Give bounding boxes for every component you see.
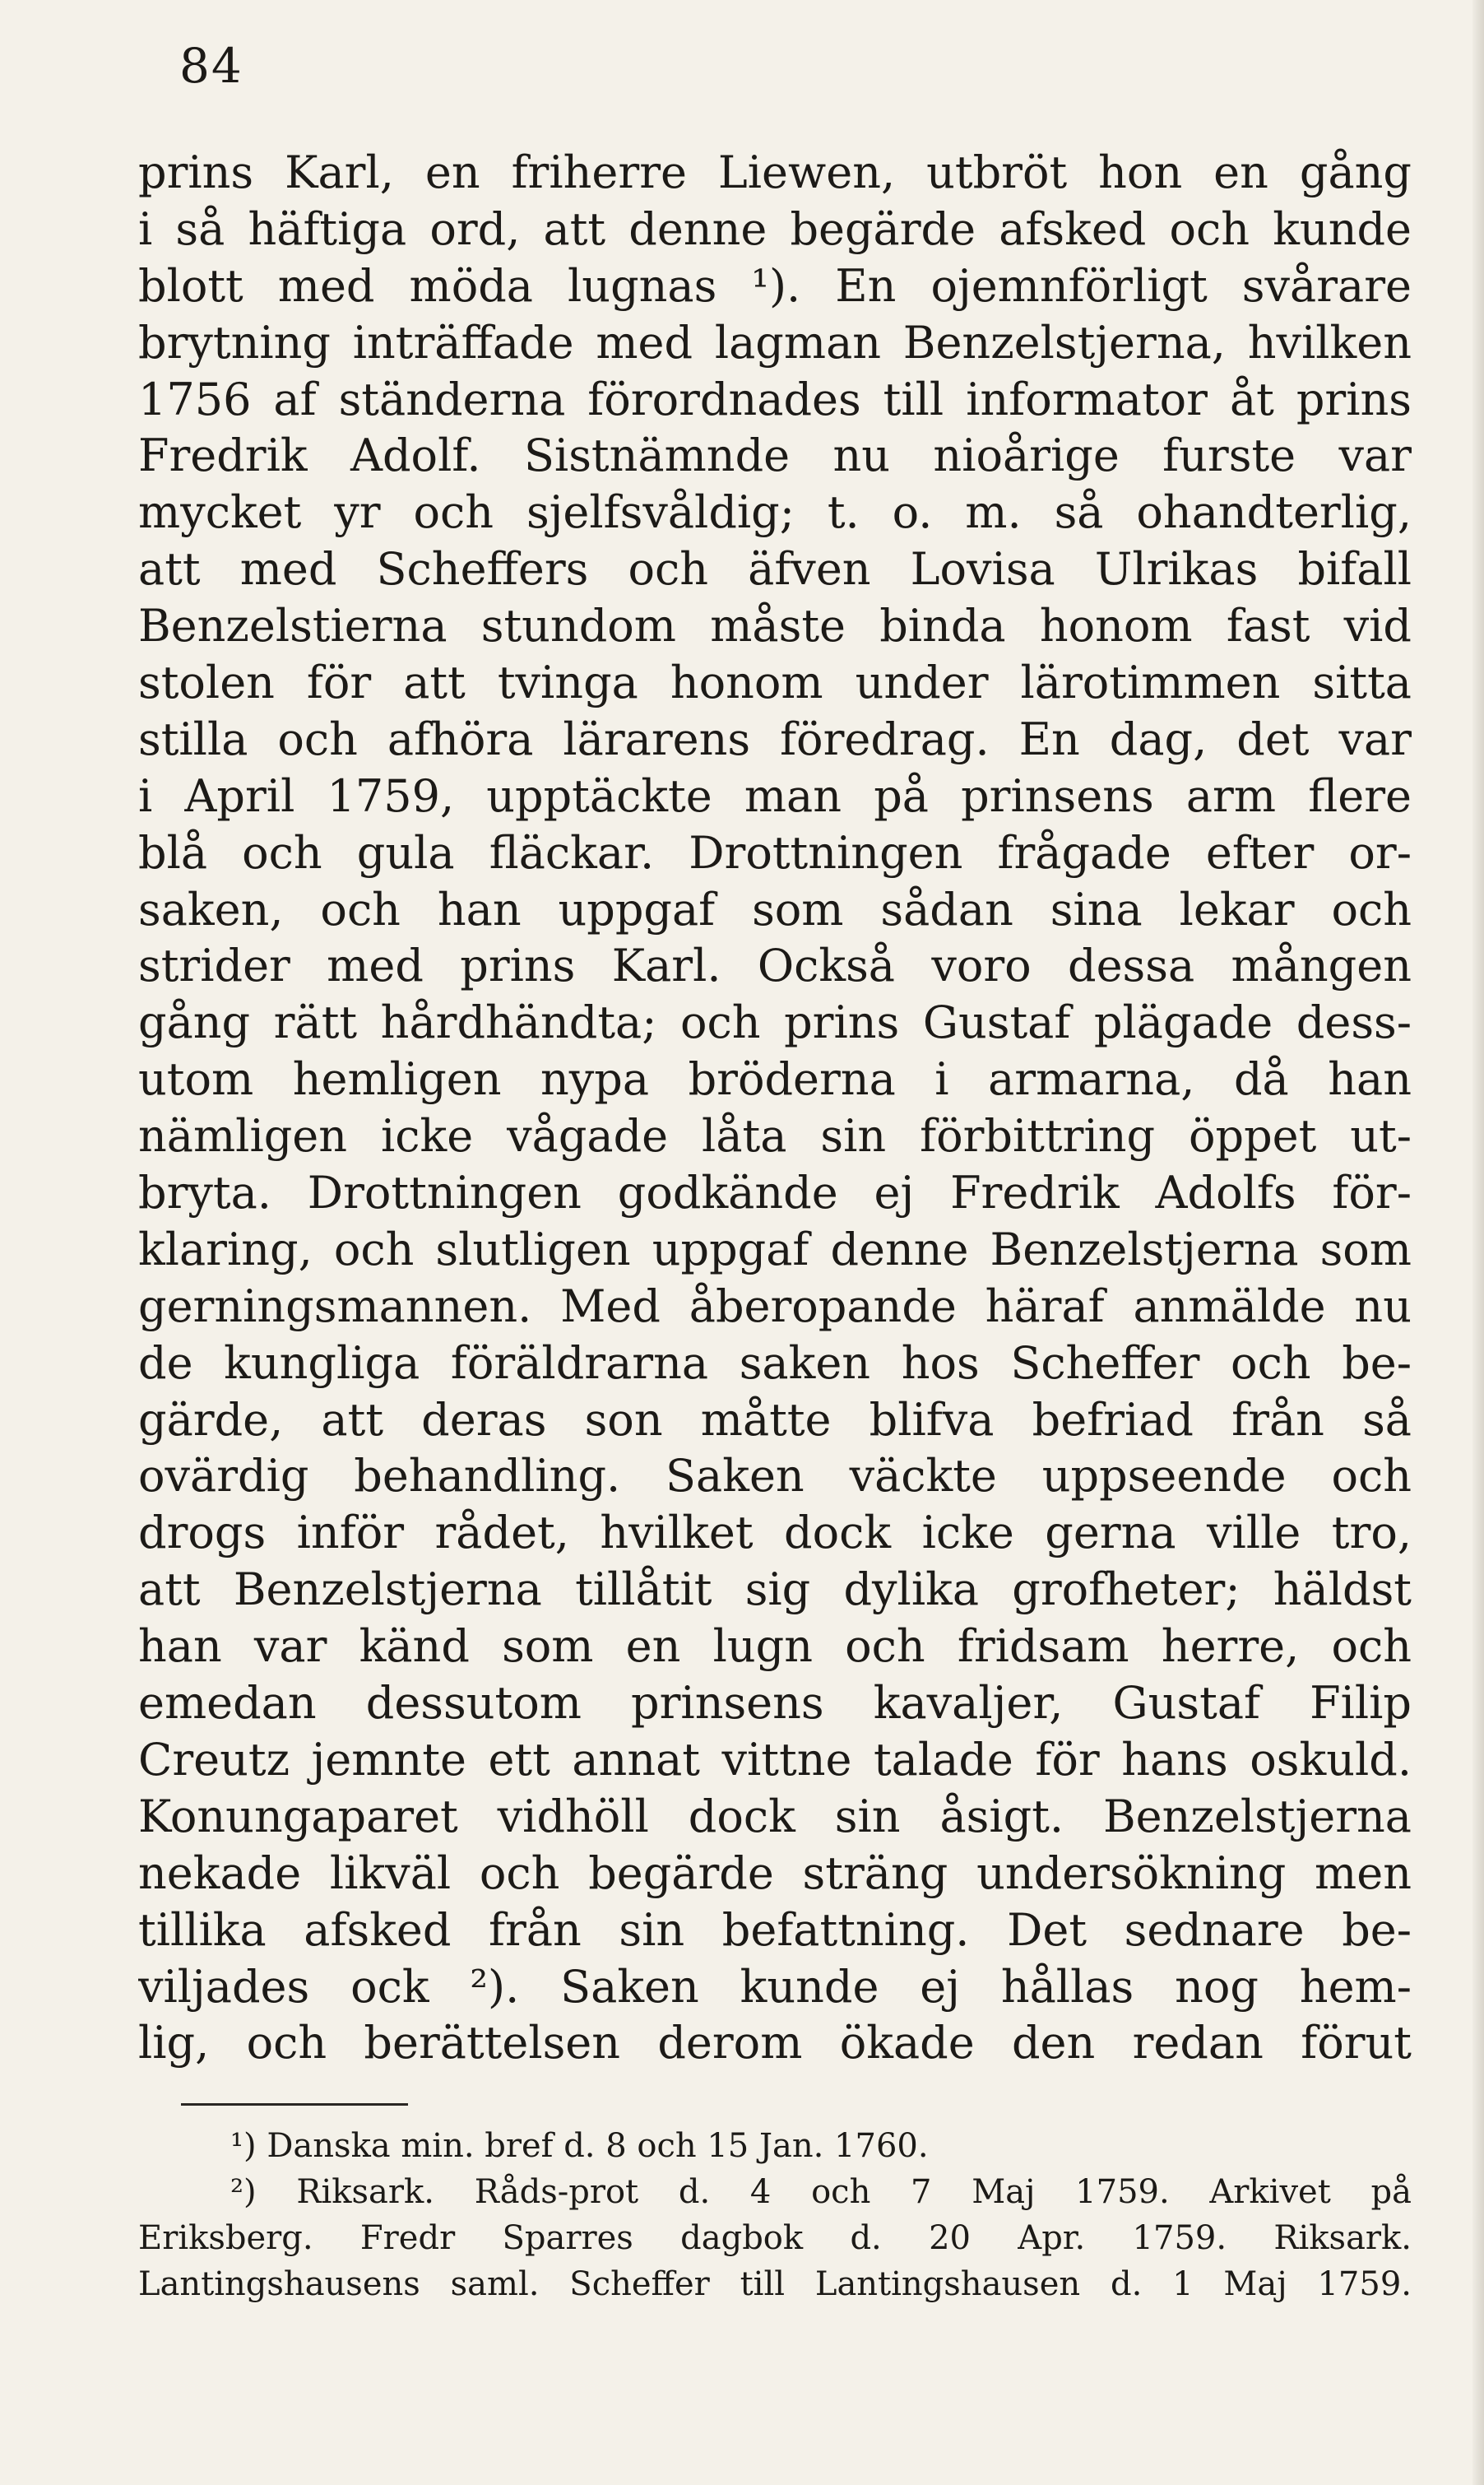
text-line: i April 1759, upptäckte man på prinsens arm flere — [138, 769, 1412, 822]
text-line: i så häftiga ord, att denne begärde afsked och kunde — [138, 202, 1412, 255]
text-line: gärde, att deras son måtte blifva befriad från så — [138, 1393, 1412, 1446]
text-line: gång rätt hårdhändta; och prins Gustaf plägade dess- — [138, 996, 1412, 1049]
text-line: brytning inträffade med lagman Benzelstjerna, hvilken — [138, 316, 1412, 369]
scan-edge — [1472, 0, 1484, 2485]
footnote-2: ²) Riksark. Råds-prot d. 4 och 7 Maj 1759. Arkivet på — [230, 2173, 1412, 2211]
text-line: Fredrik Adolf. Sistnämnde nu nioårige furste var — [138, 430, 1412, 482]
text-line: tillika afsked från sin befattning. Det sednare be- — [138, 1903, 1412, 1956]
text-line: blå och gula fläckar. Drottningen frågade efter or- — [138, 826, 1412, 879]
text-line: nekade likväl och begärde sträng undersökning men — [138, 1846, 1412, 1899]
text-line: stilla och afhöra lärarens föredrag. En dag, det var — [138, 713, 1412, 765]
text-line: han var känd som en lugn och fridsam herre, och — [138, 1620, 1412, 1673]
text-line: Creutz jemnte ett annat vittne talade för hans oskuld. — [138, 1733, 1412, 1786]
text-line: nämligen icke vågade låta sin förbittring öppet ut- — [138, 1110, 1412, 1163]
text-line: 1756 af ständerna förordnades till informator åt prins — [138, 373, 1412, 425]
text-line: mycket yr och sjelfsvåldig; t. o. m. så ohandterlig, — [138, 486, 1412, 539]
text-line: prins Karl, en friherre Liewen, utbröt hon en gång — [138, 146, 1412, 198]
text-line: klaring, och slutligen uppgaf denne Benzelstjerna som — [138, 1223, 1412, 1275]
text-line: Benzelstierna stundom måste binda honom fast vid — [138, 600, 1412, 653]
body-text — [138, 145, 1412, 2072]
text-line: att Benzelstjerna tillåtit sig dylika grofheter; häldst — [138, 1563, 1412, 1616]
footnote-2-continued: Lantingshausens saml. Scheffer till Lantingshausen d. 1 Maj 1759. — [138, 2265, 1412, 2303]
text-line: utom hemligen nypa bröderna i armarna, då han — [138, 1053, 1412, 1106]
text-line: blott med möda lugnas ¹). En ojemnförligt svårare — [138, 259, 1412, 312]
page-number: 84 — [179, 38, 243, 94]
footnote-2-continued: Eriksberg. Fredr Sparres dagbok d. 20 Apr. 1759. Riksark. — [138, 2219, 1412, 2257]
text-line: Konungaparet vidhöll dock sin åsigt. Benzelstjerna — [138, 1790, 1412, 1842]
text-line: de kungliga föräldrarna saken hos Scheffer och be- — [138, 1336, 1412, 1389]
text-line: saken, och han uppgaf som sådan sina lekar och — [138, 883, 1412, 936]
text-line: drogs inför rådet, hvilket dock icke gerna ville tro, — [138, 1507, 1412, 1559]
text-line: emedan dessutom prinsens kavaljer, Gustaf Filip — [138, 1677, 1412, 1730]
text-line: gerningsmannen. Med åberopande häraf anmälde nu — [138, 1280, 1412, 1332]
text-line: att med Scheffers och äfven Lovisa Ulrikas bifall — [138, 543, 1412, 596]
text-line: lig, och berättelsen derom ökade den redan förut — [138, 2017, 1412, 2069]
text-line: stolen för att tvinga honom under lärotimmen sitta — [138, 657, 1412, 709]
footnote-1: ¹) Danska min. bref d. 8 och 15 Jan. 1760. — [230, 2127, 929, 2165]
text-line: ovärdig behandling. Saken väckte uppseende och — [138, 1450, 1412, 1503]
footnote-rule — [181, 2103, 408, 2106]
text-line: viljades ock ²). Saken kunde ej hållas nog hem- — [138, 1960, 1412, 2013]
footnotes — [138, 2123, 1412, 2307]
text-line: bryta. Drottningen godkände ej Fredrik Adolfs för- — [138, 1167, 1412, 1219]
text-line: strider med prins Karl. Också voro dessa mången — [138, 940, 1412, 992]
